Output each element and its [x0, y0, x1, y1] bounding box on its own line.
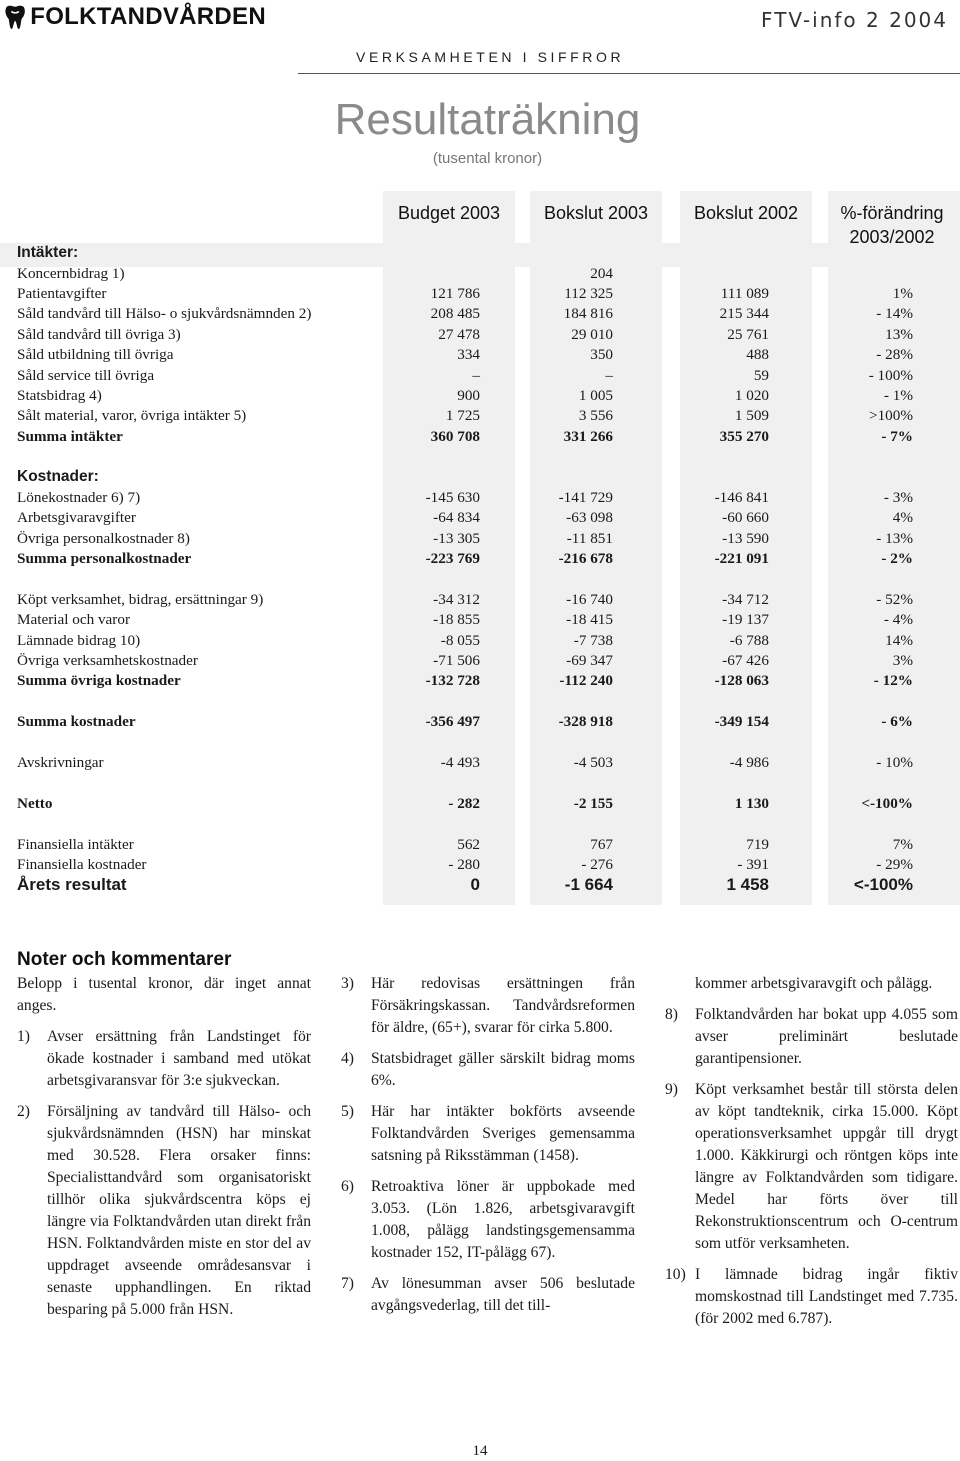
budget-2003-cell: -356 497	[425, 713, 480, 731]
table-row	[17, 427, 960, 447]
row-label: Summa intäkter	[17, 427, 123, 445]
budget-2003-cell: 334	[457, 346, 480, 364]
page-subtitle: (tusental kronor)	[432, 150, 543, 167]
row-label: Såld utbildning till övriga	[17, 346, 174, 364]
change-cell: - 12%	[873, 672, 913, 690]
table-row	[17, 325, 960, 345]
change-cell: 13%	[885, 325, 913, 343]
row-label: Statsbidrag 4)	[17, 386, 102, 404]
bokslut-2003-cell: 3 556	[578, 407, 613, 425]
row-label: Material och varor	[17, 611, 131, 629]
table-row	[17, 753, 960, 773]
bokslut-2002-cell: -19 137	[722, 611, 769, 629]
notes-column-2	[341, 973, 635, 1326]
table-row	[17, 610, 960, 630]
table-spacer-row	[17, 569, 960, 589]
note-item	[665, 973, 958, 995]
row-label: Patientavgifter	[17, 284, 107, 302]
bokslut-2003-cell: 350	[590, 346, 613, 364]
bokslut-2003-cell: -328 918	[558, 713, 613, 731]
change-cell: - 3%	[883, 488, 913, 506]
bokslut-2003-cell: -69 347	[566, 652, 613, 669]
bokslut-2002-cell: -60 660	[722, 509, 769, 527]
table-row	[17, 263, 960, 283]
column-header-budget-2003: Budget 2003	[397, 203, 501, 223]
table-row	[17, 284, 960, 304]
change-cell: - 28%	[876, 346, 913, 364]
budget-2003-cell: -132 728	[425, 672, 480, 690]
budget-2003-cell: -18 855	[433, 611, 480, 629]
bokslut-2003-cell: 767	[590, 835, 613, 853]
note-item	[341, 1273, 635, 1317]
bokslut-2003-cell: 184 816	[563, 305, 613, 323]
change-cell: 3%	[892, 652, 913, 669]
row-label: Övriga verksamhetskostnader	[17, 652, 198, 669]
bokslut-2002-cell: 355 270	[719, 427, 769, 445]
row-label: Sålt material, varor, övriga intäkter 5)	[17, 407, 247, 425]
budget-2003-cell: -4 493	[440, 753, 480, 771]
table-row	[17, 386, 960, 406]
bokslut-2003-cell: 331 266	[563, 427, 613, 445]
table-row	[17, 855, 960, 875]
bokslut-2002-cell: 488	[746, 346, 769, 364]
bokslut-2002-cell: -221 091	[714, 550, 769, 568]
bokslut-2002-cell: 111 089	[720, 284, 769, 302]
bokslut-2003-cell: -11 851	[566, 529, 613, 547]
bokslut-2002-cell: - 391	[737, 855, 769, 873]
bokslut-2003-cell: -63 098	[566, 509, 613, 527]
budget-2003-cell: -223 769	[425, 550, 480, 568]
section-heading: VERKSAMHETEN I SIFFROR	[356, 49, 625, 65]
bokslut-2003-cell: 1 005	[578, 386, 613, 404]
bokslut-2002-cell: -13 590	[722, 529, 769, 547]
row-label: Lämnade bidrag 10)	[17, 631, 141, 649]
budget-2003-cell: 360 708	[430, 427, 480, 445]
bokslut-2002-cell: 1 020	[734, 386, 769, 404]
table-row	[17, 875, 960, 895]
bokslut-2003-cell: -112 240	[559, 672, 613, 690]
budget-2003-cell: –	[472, 366, 480, 384]
row-label: Summa övriga kostnader	[17, 672, 181, 690]
row-label: Årets resultat	[17, 875, 127, 895]
header-divider	[298, 73, 960, 74]
table-row	[17, 671, 960, 691]
bokslut-2002-cell: 1 130	[734, 794, 769, 812]
note-text: Här redovisas ersättningen från Försäkringskassan. Tandvårdsreformen för äldre, (65+), svarar för cirka 5.800.	[371, 975, 635, 1036]
budget-2003-cell: 121 786	[430, 284, 480, 302]
table-spacer-row	[17, 814, 960, 834]
table-row	[17, 794, 960, 814]
publication-label: FTV-info 2 2004	[761, 8, 948, 32]
budget-2003-cell: 900	[457, 386, 480, 404]
note-text: Köpt verksamhet består till största delen av köpt tandteknik, cirka 15.000. Köpt operationsverksamhet uppgår till drygt 1.000. Käkkirurgi och röntgen köps inte längre av Folktandvården som tidigare. Medel har förts över till Rekonstruktionscentrum och O-centrum som utför verksamheten.	[695, 1081, 958, 1252]
bokslut-2002-cell: 719	[746, 835, 769, 853]
bokslut-2003-cell: -4 503	[573, 753, 613, 771]
change-cell: - 13%	[876, 529, 913, 547]
table-row	[17, 651, 960, 671]
bokslut-2003-cell: 29 010	[571, 325, 613, 343]
note-text: Av lönesumman avser 506 beslutade avgångsvederlag, till det till-	[371, 1275, 635, 1314]
table-row	[17, 406, 960, 426]
row-label: Köpt verksamhet, bidrag, ersättningar 9)	[17, 590, 264, 608]
table-row	[17, 365, 960, 385]
change-cell: 7%	[892, 835, 913, 853]
change-cell: <-100%	[853, 875, 913, 895]
note-item	[341, 1176, 635, 1264]
note-text: Retroaktiva löner är uppbokade med 3.053. (Lön 1.826, arbetsgivaravgift 1.008, pålägg landstingsgemensamma kostnader 152, IT-pålägg 67).	[371, 1178, 635, 1261]
note-item	[341, 1048, 635, 1092]
change-cell: - 52%	[876, 590, 913, 608]
table-row	[17, 528, 960, 548]
budget-2003-cell: 562	[457, 835, 480, 853]
notes-column-3	[665, 973, 958, 1339]
folktandvarden-logo	[4, 2, 266, 32]
row-label: Finansiella intäkter	[17, 835, 134, 853]
row-label: Avskrivningar	[17, 753, 104, 771]
column-header-bokslut-2003: Bokslut 2003	[543, 203, 649, 223]
bokslut-2003-cell: –	[605, 366, 613, 384]
income-statement-table	[17, 243, 960, 896]
bokslut-2003-cell: -7 738	[573, 631, 613, 649]
table-row	[17, 630, 960, 650]
bokslut-2002-cell: -6 788	[729, 631, 769, 649]
change-cell: - 100%	[868, 366, 913, 384]
row-label: Intäkter:	[17, 244, 79, 262]
budget-2003-cell: 1 725	[445, 407, 480, 425]
row-label: Arbetsgivaravgifter	[17, 509, 136, 527]
change-cell: - 6%	[881, 713, 913, 731]
row-label: Summa kostnader	[17, 713, 136, 731]
table-row	[17, 304, 960, 324]
note-item	[665, 1079, 958, 1255]
budget-2003-cell: -71 506	[433, 652, 480, 669]
bokslut-2003-cell: - 276	[581, 855, 613, 873]
note-item	[17, 1026, 311, 1092]
note-number: 2)	[17, 1103, 30, 1120]
bokslut-2002-cell: 59	[753, 366, 769, 384]
bokslut-2003-cell: -1 664	[564, 875, 613, 895]
tooth-icon	[4, 3, 26, 31]
table-spacer-row	[17, 732, 960, 752]
bokslut-2002-cell: 25 761	[727, 325, 769, 343]
table-row	[17, 712, 960, 732]
table-row	[17, 590, 960, 610]
table-row	[17, 345, 960, 365]
page-title: Resultaträkning	[334, 95, 641, 144]
note-text: Avser ersättning från Landstinget för ökade kostnader i samband med utökat arbetsgivaransvar för 3:e sjukveckan.	[47, 1028, 311, 1089]
table-spacer-row	[17, 773, 960, 793]
note-number: 9)	[665, 1081, 678, 1098]
budget-2003-cell: - 280	[448, 855, 480, 873]
change-cell: - 7%	[881, 427, 913, 445]
bokslut-2002-cell: 1 458	[726, 875, 769, 895]
column-header-bokslut-2002: Bokslut 2002	[693, 203, 799, 223]
bokslut-2003-cell: -18 415	[566, 611, 613, 629]
bokslut-2002-cell: -146 841	[714, 488, 769, 506]
row-label: Lönekostnader 6) 7)	[17, 488, 141, 506]
table-row	[17, 467, 960, 487]
bokslut-2003-cell: -16 740	[566, 590, 613, 608]
note-text: Folktandvården har bokat upp 4.055 som avser preliminärt beslutade garantipensioner.	[695, 1006, 958, 1067]
note-item	[665, 1264, 958, 1330]
column-header-change-period: 2003/2002	[849, 227, 935, 247]
change-cell: - 1%	[883, 386, 913, 404]
row-label: Såld tandvård till övriga 3)	[17, 325, 181, 343]
budget-2003-cell: -34 312	[433, 590, 480, 608]
bokslut-2002-cell: -34 712	[722, 590, 769, 608]
logo-text: FOLKTANDVÅRDEN	[30, 3, 266, 30]
note-text: Försäljning av tandvård till Hälso- och sjukvårdsnämnden (HSN) har minskat med 30.528. Flera orsaker finns: Specialisttandvård som organisatoriskt tillhör olika sjukvårdscentra köps ej längre via Folktandvården utan direkt från HSN. Folktandvården miste en stor del av uppdraget avseende områdesansvar i senaste upphandlingen. En riktad besparing på 5.000 från HSN.	[47, 1103, 311, 1318]
row-label: Kostnader:	[17, 468, 99, 486]
notes-intro: Belopp i tusental kronor, där inget annat anges.	[17, 975, 311, 1014]
change-cell: - 29%	[876, 855, 913, 873]
bokslut-2003-cell: 112 325	[564, 284, 613, 302]
table-row	[17, 243, 960, 263]
table-row	[17, 508, 960, 528]
bokslut-2002-cell: -128 063	[714, 672, 769, 690]
note-number: 1)	[17, 1028, 30, 1045]
page-number: 14	[472, 1443, 488, 1459]
note-text: Här har intäkter bokförts avseende Folktandvården Sveriges gemensamma satsning på Riksstämman (1458).	[371, 1103, 635, 1164]
notes-title: Noter och kommentarer	[17, 949, 232, 970]
budget-2003-cell: -8 055	[440, 631, 480, 649]
budget-2003-cell: -145 630	[425, 488, 480, 506]
bokslut-2002-cell: 215 344	[719, 305, 769, 323]
row-label: Såld service till övriga	[17, 366, 155, 384]
change-cell: 1%	[892, 284, 913, 302]
table-row	[17, 834, 960, 854]
table-spacer-row	[17, 447, 960, 467]
row-label: Summa personalkostnader	[17, 550, 192, 568]
bokslut-2002-cell: 1 509	[734, 407, 769, 425]
bokslut-2003-cell: 204	[590, 264, 613, 282]
table-row	[17, 488, 960, 508]
note-number: 7)	[341, 1275, 354, 1292]
note-number: 5)	[341, 1103, 354, 1120]
note-text: Statsbidraget gäller särskilt bidrag moms 6%.	[371, 1050, 635, 1089]
bokslut-2002-cell: -349 154	[714, 713, 769, 731]
change-cell: - 2%	[881, 550, 913, 568]
row-label: Finansiella kostnader	[17, 855, 147, 873]
table-spacer-row	[17, 692, 960, 712]
note-number: 8)	[665, 1006, 678, 1023]
note-number: 10)	[665, 1266, 686, 1283]
budget-2003-cell: -13 305	[433, 529, 480, 547]
bokslut-2003-cell: -216 678	[558, 550, 613, 568]
budget-2003-cell: -64 834	[433, 509, 480, 527]
note-item	[341, 973, 635, 1039]
row-label: Netto	[17, 794, 53, 812]
budget-2003-cell: - 282	[448, 794, 480, 812]
row-label: Såld tandvård till Hälso- o sjukvårdsnämnden 2)	[17, 305, 312, 323]
column-header-change: %-förändring	[840, 203, 944, 223]
budget-2003-cell: 27 478	[438, 325, 480, 343]
note-item	[665, 1004, 958, 1070]
bokslut-2003-cell: -141 729	[558, 488, 613, 506]
table-row	[17, 549, 960, 569]
change-cell: - 14%	[876, 305, 913, 323]
note-number: 4)	[341, 1050, 354, 1067]
note-item	[17, 1101, 311, 1321]
row-label: Koncernbidrag 1)	[17, 264, 125, 282]
change-cell: >100%	[869, 407, 913, 425]
budget-2003-cell: 208 485	[430, 305, 480, 323]
change-cell: 4%	[892, 509, 913, 527]
change-cell: - 4%	[883, 611, 913, 629]
note-text: I lämnade bidrag ingår fiktiv momskostnad till Landstinget med 7.735. (för 2002 med 6.787).	[695, 1266, 958, 1327]
change-cell: - 10%	[876, 753, 913, 771]
change-cell: <-100%	[861, 794, 913, 812]
note-text: kommer arbetsgivaravgift och pålägg.	[695, 975, 933, 992]
note-item	[341, 1101, 635, 1167]
notes-column-1	[17, 973, 311, 1330]
note-number: 6)	[341, 1178, 354, 1195]
row-label: Övriga personalkostnader 8)	[17, 529, 190, 547]
budget-2003-cell: 0	[470, 875, 480, 895]
bokslut-2002-cell: -67 426	[722, 652, 769, 669]
note-number: 3)	[341, 975, 354, 992]
note-number	[665, 973, 695, 995]
change-cell: 14%	[885, 631, 913, 649]
bokslut-2002-cell: -4 986	[729, 753, 769, 771]
bokslut-2003-cell: -2 155	[573, 794, 613, 812]
